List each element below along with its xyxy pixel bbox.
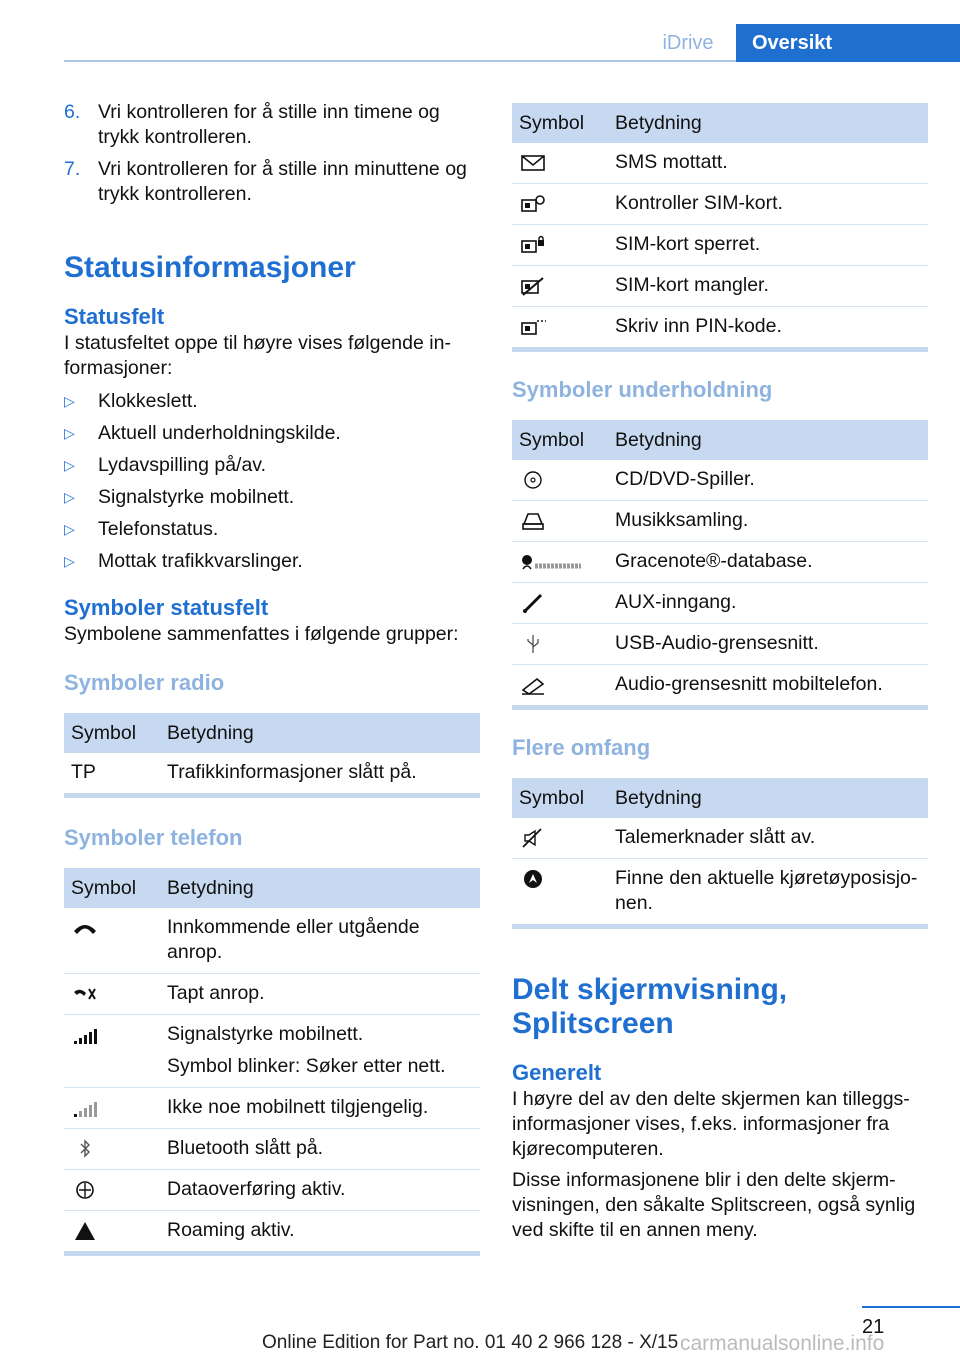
telefon-heading: Symboler telefon xyxy=(64,825,243,850)
phone-audio-icon xyxy=(519,674,547,696)
header-section[interactable]: iDrive xyxy=(662,32,714,54)
sim-check-icon xyxy=(519,193,547,215)
table-row xyxy=(512,307,928,350)
step-text: Vri kontrolleren for å stille inn minuttene og trykk kontrolleren. xyxy=(98,158,467,205)
table-row xyxy=(512,859,928,927)
bullet-item xyxy=(64,517,480,542)
split-heading xyxy=(512,973,928,1041)
bluetooth-icon xyxy=(71,1138,99,1160)
table-row xyxy=(512,225,928,266)
meaning-cell: Musikksamling. xyxy=(608,501,928,542)
signal-icon xyxy=(71,1024,99,1046)
symboler-statusfelt-heading: Symboler statusfelt xyxy=(64,595,269,620)
pin-entry-icon xyxy=(519,316,547,338)
table-row xyxy=(512,460,928,501)
envelope-icon xyxy=(519,152,547,174)
bullet-triangle-icon: ▷ xyxy=(64,457,75,473)
col-meaning: Betydning xyxy=(608,103,928,143)
table-row xyxy=(512,818,928,859)
meaning-cell: Signalstyrke mobilnett. xyxy=(167,1023,364,1045)
page-number: 21 xyxy=(862,1316,885,1338)
telefon-table xyxy=(64,868,480,1256)
music-collection-icon xyxy=(519,510,547,532)
position-icon xyxy=(519,868,547,890)
no-signal-icon xyxy=(71,1097,99,1119)
symbol-cell: TP xyxy=(71,761,96,783)
footer-edition: Online Edition for Part no. 01 40 2 966 128 - X/15 xyxy=(262,1332,679,1353)
table-row xyxy=(64,908,480,974)
cd-icon xyxy=(519,469,547,491)
bullet-triangle-icon: ▷ xyxy=(64,425,75,441)
meaning-cell: SMS mottatt. xyxy=(608,143,928,184)
aux-icon xyxy=(519,592,547,614)
meaning-cell: SIM-kort mangler. xyxy=(608,266,928,307)
table-row xyxy=(512,184,928,225)
bullet-text: Lydavspilling på/av. xyxy=(98,454,267,476)
meaning-cell: Roaming aktiv. xyxy=(167,1219,295,1241)
step-text: Vri kontrolleren for å stille inn timene og trykk kontrolleren. xyxy=(98,101,440,148)
table-row xyxy=(512,583,928,624)
sim-locked-icon xyxy=(519,234,547,256)
table-row xyxy=(64,1129,480,1170)
step-7 xyxy=(64,157,480,207)
col-meaning: Betydning xyxy=(608,778,928,818)
table-header-row xyxy=(512,778,928,818)
meaning-cell: Finne den aktuelle kjøretøyposisjo-nen. xyxy=(615,867,918,914)
bullet-item xyxy=(64,485,480,510)
table-row xyxy=(512,501,928,542)
meaning-cell: Innkommende eller utgående anrop. xyxy=(160,908,480,974)
header-chapter[interactable]: Oversikt xyxy=(736,24,960,62)
meaning-cell: Trafikkinformasjoner slått på. xyxy=(167,761,417,783)
table-row xyxy=(512,665,928,708)
footer-rule xyxy=(862,1306,960,1308)
meaning-cell: Tapt anrop. xyxy=(160,974,480,1015)
roaming-icon xyxy=(71,1220,99,1242)
col-meaning: Betydning xyxy=(160,868,480,908)
table-row xyxy=(512,542,928,583)
meaning-note: Symbol blinker: Søker etter nett. xyxy=(167,1055,446,1077)
meaning-cell: Ikke noe mobilnett tilgjengelig. xyxy=(160,1088,480,1129)
meaning-cell: Kontroller SIM-kort. xyxy=(608,184,928,225)
radio-heading: Symboler radio xyxy=(64,670,225,695)
meaning-cell: Audio-grensesnitt mobiltelefon. xyxy=(615,673,883,695)
split-heading-line1: Delt skjermvisning, xyxy=(512,973,788,1006)
right-column xyxy=(512,103,928,1243)
sim-missing-icon xyxy=(519,275,547,297)
underholdning-heading: Symboler underholdning xyxy=(512,377,773,402)
bullet-text: Mottak trafikkvarslinger. xyxy=(98,550,303,572)
table-row xyxy=(512,266,928,307)
table-row xyxy=(512,624,928,665)
meaning-cell: Talemerknader slått av. xyxy=(608,818,928,859)
meaning-cell: USB-Audio-grensesnitt. xyxy=(608,624,928,665)
meaning-cell: Skriv inn PIN-kode. xyxy=(615,315,782,337)
table-row xyxy=(64,1015,480,1088)
bullet-triangle-icon: ▷ xyxy=(64,393,75,409)
sms-table xyxy=(512,103,928,352)
meaning-cell: Dataoverføring aktiv. xyxy=(160,1170,480,1211)
voice-off-icon xyxy=(519,827,547,849)
statusfelt-text: I statusfeltet oppe til høyre vises følgende in-formasjoner: xyxy=(64,332,451,379)
step-number: 7. xyxy=(64,158,81,180)
col-meaning: Betydning xyxy=(160,713,480,753)
usb-icon xyxy=(519,633,547,655)
col-symbol: Symbol xyxy=(512,778,608,818)
flere-table xyxy=(512,778,928,929)
table-row xyxy=(64,1211,480,1254)
generelt-heading: Generelt xyxy=(512,1060,602,1085)
gracenote-icon xyxy=(519,551,585,573)
statusinfo-heading: Statusinformasjoner xyxy=(64,251,356,284)
split-heading-line2: Splitscreen xyxy=(512,1007,674,1040)
step-6 xyxy=(64,100,480,150)
bullet-item xyxy=(64,549,480,574)
bullet-item xyxy=(64,389,480,414)
table-row xyxy=(64,1088,480,1129)
meaning-cell: Bluetooth slått på. xyxy=(160,1129,480,1170)
table-row xyxy=(64,753,480,796)
table-row xyxy=(64,974,480,1015)
radio-table xyxy=(64,713,480,798)
bullet-triangle-icon: ▷ xyxy=(64,521,75,537)
flere-heading: Flere omfang xyxy=(512,735,651,760)
underholdning-table xyxy=(512,420,928,710)
table-row xyxy=(64,1170,480,1211)
meaning-cell: AUX-inngang. xyxy=(608,583,928,624)
table-header-row xyxy=(512,103,928,143)
symboler-statusfelt-text: Symbolene sammenfattes i følgende grupper: xyxy=(64,623,459,645)
bullet-text: Aktuell underholdningskilde. xyxy=(98,422,341,444)
table-header-row xyxy=(64,868,480,908)
meaning-cell: CD/DVD-Spiller. xyxy=(608,460,928,501)
table-header-row xyxy=(64,713,480,753)
bullet-text: Signalstyrke mobilnett. xyxy=(98,486,295,508)
bullet-triangle-icon: ▷ xyxy=(64,553,75,569)
bullet-text: Telefonstatus. xyxy=(98,518,219,540)
data-transfer-icon xyxy=(71,1179,99,1201)
col-symbol: Symbol xyxy=(512,420,608,460)
table-row xyxy=(512,143,928,184)
col-symbol: Symbol xyxy=(512,103,608,143)
bullet-triangle-icon: ▷ xyxy=(64,489,75,505)
split-paragraph-2: Disse informasjonene blir i den delte skjerm-visningen, den såkalte Splitscreen, også synlig ved skifte til en annen meny. xyxy=(512,1169,916,1241)
col-symbol: Symbol xyxy=(64,868,160,908)
bullet-item xyxy=(64,453,480,478)
bullet-text: Klokkeslett. xyxy=(98,390,198,412)
left-column xyxy=(64,100,480,1256)
step-number: 6. xyxy=(64,101,81,123)
meaning-cell: Gracenote®-database. xyxy=(608,542,928,583)
table-header-row xyxy=(512,420,928,460)
statusfelt-heading: Statusfelt xyxy=(64,304,165,329)
split-paragraph-1: I høyre del av den delte skjermen kan tilleggs-informasjoner vises, f.eks. informasjoner fra kjørecomputeren. xyxy=(512,1088,910,1160)
col-meaning: Betydning xyxy=(608,420,928,460)
col-symbol: Symbol xyxy=(64,713,160,753)
watermark: carmanualsonline.info xyxy=(680,1332,885,1355)
bullet-item xyxy=(64,421,480,446)
meaning-cell: SIM-kort sperret. xyxy=(608,225,928,266)
phone-icon xyxy=(71,917,99,939)
missed-call-icon xyxy=(71,983,99,1005)
